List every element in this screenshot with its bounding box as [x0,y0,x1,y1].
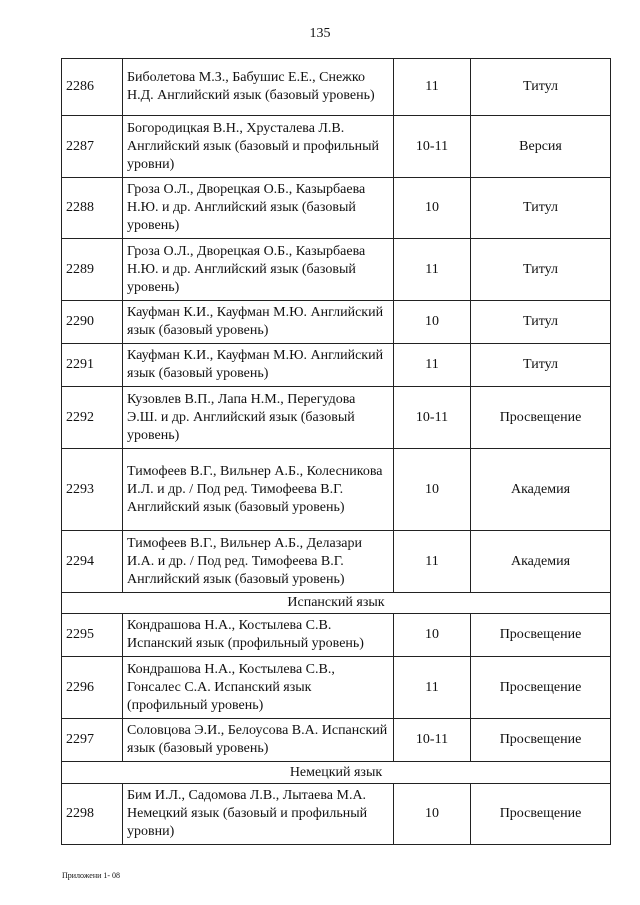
row-publisher: Академия [471,449,611,531]
row-publisher: Титул [471,239,611,301]
row-publisher: Титул [471,59,611,116]
row-number: 2290 [62,301,123,344]
row-publisher: Академия [471,531,611,593]
row-grade: 11 [394,344,471,387]
row-grade: 10 [394,784,471,845]
row-description: Тимофеев В.Г., Вильнер А.Б., Делазари И.А. и др. / Под ред. Тимофеева В.Г. Английский язык (базовый уровень) [123,531,394,593]
table-row [62,784,611,845]
row-grade: 10 [394,178,471,239]
section-header-spanish [62,593,611,614]
row-grade: 11 [394,657,471,719]
row-description: Кондрашова Н.А., Костылева С.В., Гонсалес С.А. Испанский язык (профильный уровень) [123,657,394,719]
row-grade: 10-11 [394,116,471,178]
row-number: 2294 [62,531,123,593]
table-row [62,449,611,531]
row-grade: 11 [394,59,471,116]
row-number: 2289 [62,239,123,301]
row-grade: 11 [394,531,471,593]
row-number: 2298 [62,784,123,845]
row-grade: 11 [394,239,471,301]
row-description: Соловцова Э.И., Белоусова В.А. Испанский язык (базовый уровень) [123,719,394,762]
row-grade: 10 [394,614,471,657]
row-number: 2286 [62,59,123,116]
row-description: Биболетова М.З., Бабушис Е.Е., Снежко Н.Д. Английский язык (базовый уровень) [123,59,394,116]
table-row [62,344,611,387]
row-publisher: Титул [471,301,611,344]
page-number: 135 [309,26,331,41]
row-description: Кауфман К.И., Кауфман М.Ю. Английский язык (базовый уровень) [123,344,394,387]
section-title: Испанский язык [62,593,611,614]
row-description: Гроза О.Л., Дворецкая О.Б., Казырбаева Н.Ю. и др. Английский язык (базовый уровень) [123,178,394,239]
row-description: Богородицкая В.Н., Хрусталева Л.В. Английский язык (базовый и профильный уровни) [123,116,394,178]
row-number: 2295 [62,614,123,657]
row-publisher: Титул [471,178,611,239]
row-number: 2291 [62,344,123,387]
row-publisher: Просвещение [471,719,611,762]
row-number: 2296 [62,657,123,719]
section-header-german [62,762,611,784]
row-number: 2287 [62,116,123,178]
row-publisher: Просвещение [471,614,611,657]
section-title: Немецкий язык [62,762,611,784]
table-row [62,116,611,178]
table-row [62,719,611,762]
row-description: Кузовлев В.П., Лапа Н.М., Перегудова Э.Ш. и др. Английский язык (базовый уровень) [123,387,394,449]
row-description: Кауфман К.И., Кауфман М.Ю. Английский язык (базовый уровень) [123,301,394,344]
table-row [62,657,611,719]
row-publisher: Просвещение [471,784,611,845]
row-description: Бим И.Л., Садомова Л.В., Лытаева М.А. Немецкий язык (базовый и профильный уровни) [123,784,394,845]
table-row [62,301,611,344]
row-description: Гроза О.Л., Дворецкая О.Б., Казырбаева Н.Ю. и др. Английский язык (базовый уровень) [123,239,394,301]
row-description: Тимофеев В.Г., Вильнер А.Б., Колесникова И.Л. и др. / Под ред. Тимофеева В.Г. Английский язык (базовый уровень) [123,449,394,531]
table-row [62,178,611,239]
row-publisher: Версия [471,116,611,178]
row-description: Кондрашова Н.А., Костылева С.В. Испанский язык (профильный уровень) [123,614,394,657]
row-number: 2297 [62,719,123,762]
row-number: 2288 [62,178,123,239]
row-grade: 10-11 [394,719,471,762]
row-number: 2292 [62,387,123,449]
row-grade: 10-11 [394,387,471,449]
table-row [62,387,611,449]
row-publisher: Просвещение [471,387,611,449]
row-number: 2293 [62,449,123,531]
footer-note: Приложени 1- 08 [62,871,121,880]
table-row [62,59,611,116]
row-grade: 10 [394,301,471,344]
row-publisher: Титул [471,344,611,387]
textbook-table [61,58,611,845]
table-row [62,239,611,301]
table-row [62,614,611,657]
table-row [62,531,611,593]
row-grade: 10 [394,449,471,531]
row-publisher: Просвещение [471,657,611,719]
